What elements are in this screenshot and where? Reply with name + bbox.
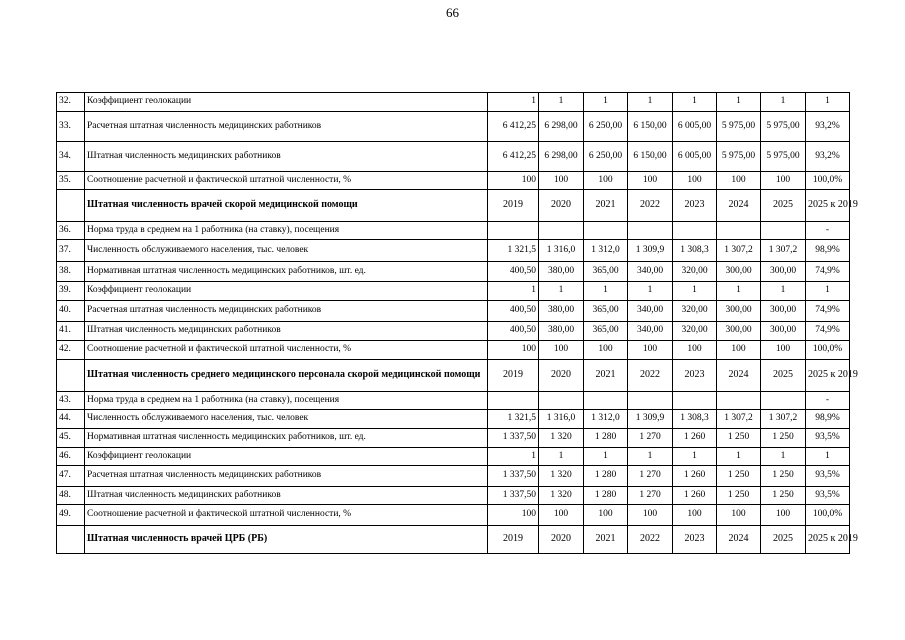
- value-cell: [584, 392, 628, 410]
- value-cell: 320,00: [673, 301, 717, 322]
- value-cell: 1 337,50: [488, 487, 539, 505]
- table-row: [57, 112, 850, 142]
- value-cell: 1: [488, 282, 539, 301]
- value-cell: 2020: [539, 190, 584, 222]
- value-cell: 1 260: [673, 487, 717, 505]
- value-cell: 2019: [488, 190, 539, 222]
- value-cell: 100: [488, 172, 539, 190]
- value-cell: 1 270: [628, 429, 673, 448]
- row-number: 35.: [57, 172, 85, 190]
- value-cell: 2021: [584, 526, 628, 554]
- value-cell: [673, 222, 717, 240]
- section-header-row: [57, 360, 850, 392]
- row-label: Штатная численность медицинских работников: [85, 322, 488, 341]
- value-cell: 1 308,3: [673, 240, 717, 262]
- row-label: Расчетная штатная численность медицинских работников: [85, 112, 488, 142]
- value-cell: 1 337,50: [488, 429, 539, 448]
- value-cell: 2020: [539, 526, 584, 554]
- value-cell: 100: [628, 505, 673, 526]
- value-cell: 1 270: [628, 466, 673, 487]
- row-label: Штатная численность медицинских работников: [85, 142, 488, 172]
- row-label: Численность обслуживаемого населения, тыс. человек: [85, 410, 488, 429]
- value-cell: 320,00: [673, 262, 717, 282]
- value-cell: [717, 392, 761, 410]
- value-cell: 100: [628, 172, 673, 190]
- row-number: 45.: [57, 429, 85, 448]
- table-row: [57, 142, 850, 172]
- row-number: 44.: [57, 410, 85, 429]
- value-cell: 1 309,9: [628, 410, 673, 429]
- value-cell: 400,50: [488, 322, 539, 341]
- value-cell: 2023: [673, 190, 717, 222]
- table-row: [57, 282, 850, 301]
- value-cell: 400,50: [488, 262, 539, 282]
- value-cell: 2022: [628, 360, 673, 392]
- value-cell: 100: [717, 341, 761, 360]
- row-number: 33.: [57, 112, 85, 142]
- table-row: [57, 322, 850, 341]
- value-cell: 1: [761, 448, 806, 466]
- row-label: Соотношение расчетной и фактической штатной численности, %: [85, 341, 488, 360]
- value-cell: 100: [673, 172, 717, 190]
- row-number: 46.: [57, 448, 85, 466]
- value-cell: 6 412,25: [488, 112, 539, 142]
- row-label: Численность обслуживаемого населения, тыс. человек: [85, 240, 488, 262]
- section-title: Штатная численность среднего медицинского персонала скорой медицинской помощи: [85, 360, 488, 392]
- row-number: 38.: [57, 262, 85, 282]
- value-cell: 100: [761, 341, 806, 360]
- table-row: [57, 341, 850, 360]
- value-cell: 1 320: [539, 466, 584, 487]
- ratio-cell: 100,0%: [806, 505, 850, 526]
- value-cell: 2019: [488, 360, 539, 392]
- table-row: [57, 410, 850, 429]
- row-label: Соотношение расчетной и фактической штатной численности, %: [85, 505, 488, 526]
- row-label: Штатная численность медицинских работников: [85, 487, 488, 505]
- value-cell: 1 250: [761, 487, 806, 505]
- row-number: 43.: [57, 392, 85, 410]
- value-cell: 100: [717, 505, 761, 526]
- value-cell: 2023: [673, 526, 717, 554]
- ratio-cell: 93,2%: [806, 112, 850, 142]
- value-cell: 100: [488, 505, 539, 526]
- row-number: [57, 526, 85, 554]
- value-cell: 1 337,50: [488, 466, 539, 487]
- value-cell: 1 320: [539, 429, 584, 448]
- value-cell: 2020: [539, 360, 584, 392]
- table-row: [57, 93, 850, 112]
- row-label: Нормативная штатная численность медицинских работников, шт. ед.: [85, 429, 488, 448]
- value-cell: 1: [628, 282, 673, 301]
- value-cell: [488, 392, 539, 410]
- section-title: Штатная численность врачей скорой медицинской помощи: [85, 190, 488, 222]
- value-cell: 100: [673, 505, 717, 526]
- row-number: [57, 190, 85, 222]
- value-cell: 1: [628, 448, 673, 466]
- value-cell: 100: [584, 172, 628, 190]
- value-cell: 300,00: [717, 262, 761, 282]
- value-cell: 2019: [488, 526, 539, 554]
- ratio-cell: 93,2%: [806, 142, 850, 172]
- table-row: [57, 240, 850, 262]
- value-cell: 1 270: [628, 487, 673, 505]
- value-cell: 340,00: [628, 301, 673, 322]
- value-cell: 5 975,00: [761, 142, 806, 172]
- value-cell: 6 412,25: [488, 142, 539, 172]
- value-cell: 1: [717, 448, 761, 466]
- value-cell: 100: [761, 172, 806, 190]
- value-cell: 1: [717, 282, 761, 301]
- ratio-cell: -: [806, 392, 850, 410]
- value-cell: 1: [488, 448, 539, 466]
- row-number: 47.: [57, 466, 85, 487]
- value-cell: [628, 392, 673, 410]
- value-cell: 100: [628, 341, 673, 360]
- row-label: Коэффициент геолокации: [85, 93, 488, 112]
- row-number: 34.: [57, 142, 85, 172]
- table-row: [57, 301, 850, 322]
- row-label: Норма труда в среднем на 1 работника (на ставку), посещения: [85, 392, 488, 410]
- value-cell: [539, 392, 584, 410]
- value-cell: 1 308,3: [673, 410, 717, 429]
- row-number: 40.: [57, 301, 85, 322]
- row-label: Нормативная штатная численность медицинских работников, шт. ед.: [85, 262, 488, 282]
- ratio-cell: 98,9%: [806, 410, 850, 429]
- value-cell: 100: [539, 505, 584, 526]
- value-cell: 6 250,00: [584, 112, 628, 142]
- value-cell: [761, 392, 806, 410]
- value-cell: 1 309,9: [628, 240, 673, 262]
- value-cell: 1 320: [539, 487, 584, 505]
- ratio-cell: 100,0%: [806, 172, 850, 190]
- ratio-cell: 1: [806, 448, 850, 466]
- value-cell: 1 312,0: [584, 410, 628, 429]
- ratio-cell: 1: [806, 93, 850, 112]
- value-cell: 1 250: [761, 429, 806, 448]
- value-cell: 2021: [584, 190, 628, 222]
- row-number: 32.: [57, 93, 85, 112]
- value-cell: 1: [584, 282, 628, 301]
- value-cell: 6 298,00: [539, 142, 584, 172]
- ratio-cell: -: [806, 222, 850, 240]
- row-number: 42.: [57, 341, 85, 360]
- value-cell: 2022: [628, 190, 673, 222]
- value-cell: [673, 392, 717, 410]
- value-cell: 1: [539, 448, 584, 466]
- ratio-cell: 93,5%: [806, 466, 850, 487]
- value-cell: 1 321,5: [488, 410, 539, 429]
- table-row: [57, 429, 850, 448]
- value-cell: 380,00: [539, 322, 584, 341]
- value-cell: 2024: [717, 360, 761, 392]
- value-cell: 6 005,00: [673, 142, 717, 172]
- row-number: 39.: [57, 282, 85, 301]
- value-cell: 5 975,00: [717, 142, 761, 172]
- value-cell: 1 280: [584, 466, 628, 487]
- value-cell: 1: [488, 93, 539, 112]
- value-cell: 100: [717, 172, 761, 190]
- ratio-cell: 1: [806, 282, 850, 301]
- value-cell: 320,00: [673, 322, 717, 341]
- value-cell: 1: [761, 93, 806, 112]
- value-cell: 400,50: [488, 301, 539, 322]
- table-row: [57, 392, 850, 410]
- value-cell: 100: [584, 505, 628, 526]
- value-cell: [488, 222, 539, 240]
- row-number: [57, 360, 85, 392]
- value-cell: 100: [488, 341, 539, 360]
- value-cell: 1: [584, 448, 628, 466]
- value-cell: 100: [539, 172, 584, 190]
- value-cell: 1 321,5: [488, 240, 539, 262]
- value-cell: 2024: [717, 526, 761, 554]
- value-cell: 2025: [761, 190, 806, 222]
- value-cell: 1 260: [673, 429, 717, 448]
- value-cell: [717, 222, 761, 240]
- value-cell: 300,00: [717, 301, 761, 322]
- value-cell: 5 975,00: [761, 112, 806, 142]
- ratio-cell: 98,9%: [806, 240, 850, 262]
- value-cell: 2024: [717, 190, 761, 222]
- table-row: [57, 262, 850, 282]
- table-row: [57, 222, 850, 240]
- value-cell: [584, 222, 628, 240]
- row-number: 41.: [57, 322, 85, 341]
- value-cell: 6 298,00: [539, 112, 584, 142]
- value-cell: 380,00: [539, 301, 584, 322]
- value-cell: 300,00: [761, 322, 806, 341]
- row-number: 37.: [57, 240, 85, 262]
- row-label: Норма труда в среднем на 1 работника (на ставку), посещения: [85, 222, 488, 240]
- value-cell: 1 312,0: [584, 240, 628, 262]
- value-cell: 1 307,2: [761, 240, 806, 262]
- value-cell: 1 250: [717, 466, 761, 487]
- value-cell: 1 316,0: [539, 240, 584, 262]
- value-cell: 2025: [761, 526, 806, 554]
- value-cell: 1: [628, 93, 673, 112]
- value-cell: 5 975,00: [717, 112, 761, 142]
- table-row: [57, 505, 850, 526]
- value-cell: 6 005,00: [673, 112, 717, 142]
- value-cell: 2021: [584, 360, 628, 392]
- table-row: [57, 172, 850, 190]
- value-cell: 1: [673, 93, 717, 112]
- value-cell: 300,00: [761, 262, 806, 282]
- value-cell: 380,00: [539, 262, 584, 282]
- table-row: [57, 466, 850, 487]
- section-header-row: [57, 190, 850, 222]
- staffing-table: [56, 92, 858, 554]
- value-cell: 365,00: [584, 262, 628, 282]
- value-cell: 2022: [628, 526, 673, 554]
- value-cell: 300,00: [717, 322, 761, 341]
- value-cell: 100: [584, 341, 628, 360]
- row-number: 49.: [57, 505, 85, 526]
- row-number: 36.: [57, 222, 85, 240]
- value-cell: 1: [673, 282, 717, 301]
- value-cell: [628, 222, 673, 240]
- row-number: 48.: [57, 487, 85, 505]
- value-cell: 1: [673, 448, 717, 466]
- value-cell: 1 250: [761, 466, 806, 487]
- value-cell: 1: [584, 93, 628, 112]
- value-cell: 2023: [673, 360, 717, 392]
- value-cell: 1: [761, 282, 806, 301]
- row-label: Коэффициент геолокации: [85, 282, 488, 301]
- ratio-cell: 2025 к 2019: [806, 190, 850, 222]
- value-cell: 340,00: [628, 262, 673, 282]
- value-cell: 6 150,00: [628, 142, 673, 172]
- value-cell: 1 307,2: [717, 240, 761, 262]
- value-cell: 1 316,0: [539, 410, 584, 429]
- value-cell: 1 280: [584, 429, 628, 448]
- ratio-cell: 74,9%: [806, 322, 850, 341]
- ratio-cell: 2025 к 2019: [806, 526, 850, 554]
- value-cell: 1: [717, 93, 761, 112]
- row-label: Коэффициент геолокации: [85, 448, 488, 466]
- ratio-cell: 100,0%: [806, 341, 850, 360]
- section-title: Штатная численность врачей ЦРБ (РБ): [85, 526, 488, 554]
- value-cell: 100: [673, 341, 717, 360]
- value-cell: 365,00: [584, 322, 628, 341]
- value-cell: 1 307,2: [717, 410, 761, 429]
- value-cell: 6 250,00: [584, 142, 628, 172]
- row-label: Расчетная штатная численность медицинских работников: [85, 301, 488, 322]
- value-cell: 340,00: [628, 322, 673, 341]
- table-row: [57, 448, 850, 466]
- ratio-cell: 74,9%: [806, 301, 850, 322]
- value-cell: 2025: [761, 360, 806, 392]
- value-cell: [539, 222, 584, 240]
- section-header-row: [57, 526, 850, 554]
- value-cell: 100: [539, 341, 584, 360]
- table-row: [57, 487, 850, 505]
- value-cell: 100: [761, 505, 806, 526]
- page-number: 66: [446, 5, 459, 20]
- ratio-cell: 2025 к 2019: [806, 360, 850, 392]
- value-cell: 1 280: [584, 487, 628, 505]
- row-label: Расчетная штатная численность медицинских работников: [85, 466, 488, 487]
- row-label: Соотношение расчетной и фактической штатной численности, %: [85, 172, 488, 190]
- value-cell: 1 260: [673, 466, 717, 487]
- value-cell: 1 307,2: [761, 410, 806, 429]
- value-cell: 1: [539, 282, 584, 301]
- value-cell: 300,00: [761, 301, 806, 322]
- value-cell: [761, 222, 806, 240]
- ratio-cell: 93,5%: [806, 487, 850, 505]
- value-cell: 1 250: [717, 429, 761, 448]
- value-cell: 1 250: [717, 487, 761, 505]
- ratio-cell: 93,5%: [806, 429, 850, 448]
- value-cell: 6 150,00: [628, 112, 673, 142]
- value-cell: 1: [539, 93, 584, 112]
- value-cell: 365,00: [584, 301, 628, 322]
- ratio-cell: 74,9%: [806, 262, 850, 282]
